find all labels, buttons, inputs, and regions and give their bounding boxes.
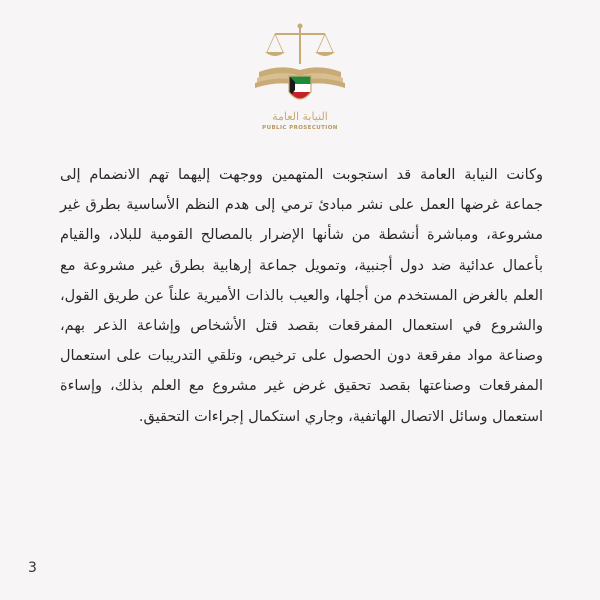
public-prosecution-logo — [245, 20, 355, 135]
logo-arabic-name: النيابة العامة — [272, 110, 328, 123]
page-number: 3 — [28, 560, 37, 576]
logo-english-name: PUBLIC PROSECUTION — [262, 125, 338, 131]
scales-of-justice-emblem-icon — [245, 20, 355, 110]
statement-paragraph: وكانت النيابة العامة قد استجوبت المتهمين ووجهت إليهما تهم الانضمام إلى جماعة غرضها العمل على نشر مبادئ ترمي إلى هدم النظم الأساسية بطرق غير مشروعة، ومباشرة أنشطة من شأنها الإضرار بالمصالح القومية للبلاد، والقيام بأعمال عدائية ضد دول أجنبية، وتمويل جماعة إرهابية بطرق غير مشروعة مع العلم بالغرض المستخدم من أجلها، والعيب بالذات الأميرية علناً عن طريق القول، والشروع في استعمال المفرقعات بقصد قتل الأشخاص وإشاعة الذعر بهم، وصناعة مواد مفرقعة دون الحصول على ترخيص، وتلقي التدريبات على استعمال المفرقعات وصناعتها بقصد تحقيق غرض غير مشروع مع العلم بذلك، وإساءة استعمال وسائل الاتصال الهاتفية، وجاري استكمال إجراءات التحقيق. — [60, 167, 543, 425]
